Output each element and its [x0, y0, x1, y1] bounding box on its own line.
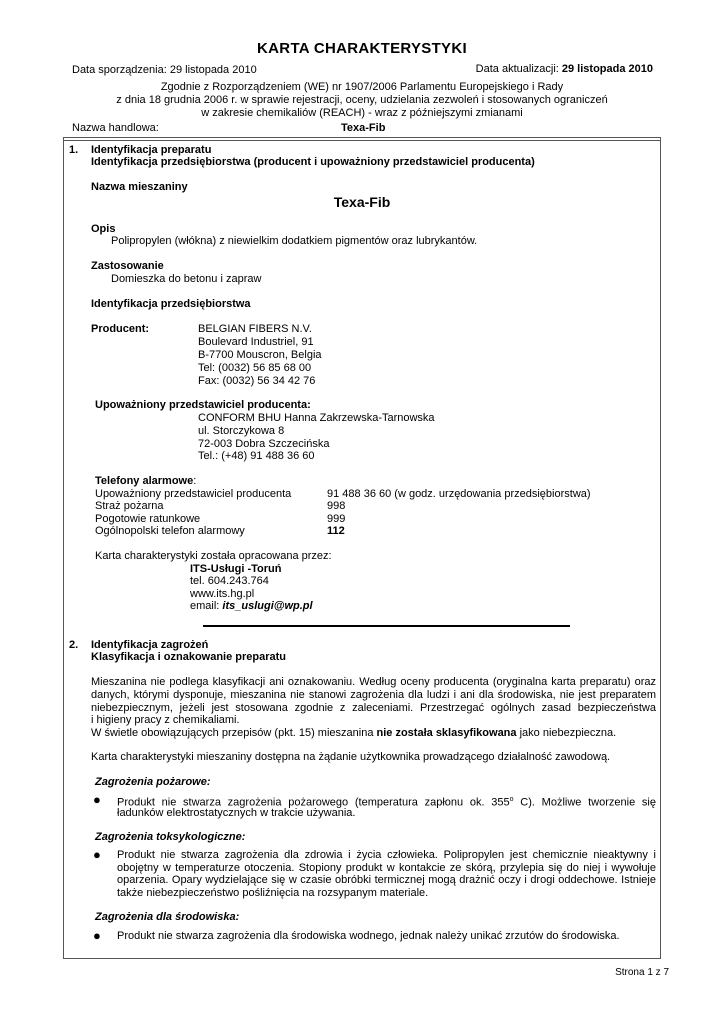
producer-line: Tel: (0032) 56 85 68 00 — [198, 362, 312, 374]
environmental-hazards-label: Zagrożenia dla środowiska: — [95, 911, 240, 923]
bullet-icon: ● — [93, 847, 101, 862]
alarm-phones-heading — [95, 475, 196, 488]
representative-line: 72-003 Dobra Szczecińska — [198, 438, 330, 450]
alarm-row-value: 91 488 36 60 (w godz. urzędowania przedsiębiorstwa) — [327, 488, 591, 500]
alarm-row-name: Ogólnopolski telefon alarmowy — [95, 525, 245, 537]
classification-statement-post: jako niebezpieczna. — [519, 727, 617, 739]
trade-name-value: Texa-Fib — [341, 122, 386, 134]
email-link[interactable]: its_uslugi@wp.pl — [222, 600, 313, 612]
regulation-line-2: z dnia 18 grudnia 2006 r. w sprawie rejestracji, oceny, udzielania zezwoleń i stosowanych ograniczeń — [116, 94, 608, 106]
classification-line: Mieszanina nie podlega klasyfikacji ani oznakowaniu. Według oceny producenta (oryginalna karta preparatu) oraz — [91, 676, 656, 688]
fire-hazards-label: Zagrożenia pożarowe: — [95, 776, 211, 788]
prepared-by-tel: tel. 604.243.764 — [190, 575, 269, 587]
fire-hazard-text-post: C). Możliwe tworzenie się — [520, 796, 656, 809]
section1-heading: Identyfikacja preparatu — [91, 144, 212, 156]
section2-number: 2. — [69, 639, 79, 651]
environmental-line: Produkt nie stwarza zagrożenia dla środowiska wodnego, jednak należy unikać zrzutów do środowiska. — [117, 930, 620, 942]
update-date-value: 29 listopada 2010 — [561, 63, 653, 75]
classification-statement-pre: W świetle obowiązujących przepisów (pkt. 15) mieszanina — [91, 727, 374, 739]
description-label: Opis — [91, 223, 116, 235]
description-text: Polipropylen (włókna) z niewielkim dodatkiem pigmentów oraz lubrykantów. — [111, 235, 478, 247]
classification-line: niebezpiecznym, jeżeli jest stosowana zgodnie z zaleceniami. Przestrzegać ogólnych zasad bezpieczeństwa — [91, 702, 656, 714]
producer-line: B-7700 Mouscron, Belgia — [198, 349, 322, 361]
prepared-by-email-row — [190, 600, 313, 613]
representative-label: Upoważniony przedstawiciel producenta: — [95, 399, 311, 411]
fire-hazard-line: ładunków elektrostatycznych w trakcie używania. — [117, 807, 356, 819]
prepared-by-name: ITS-Usługi -Toruń — [190, 563, 282, 575]
update-date-label: Data aktualizacji: — [475, 63, 559, 75]
classification-statement — [91, 727, 616, 740]
bullet-icon: ● — [93, 928, 101, 943]
trade-name-label: Nazwa handlowa: — [72, 122, 159, 134]
classification-line: i higieny pracy z chemikaliami. — [91, 714, 240, 726]
prepared-by-website: www.its.hg.pl — [190, 588, 255, 600]
representative-line: Tel.: (+48) 91 488 36 60 — [198, 450, 315, 462]
mixture-name: Texa-Fib — [333, 194, 391, 210]
alarm-row-name: Straż pożarna — [95, 500, 164, 512]
section2-heading: Identyfikacja zagrożeń — [91, 639, 209, 651]
creation-date-value: 29 listopada 2010 — [169, 64, 257, 76]
representative-line: ul. Storczykowa 8 — [198, 425, 285, 437]
bullet-icon: ● — [93, 792, 101, 807]
producer-line: BELGIAN FIBERS N.V. — [198, 323, 312, 335]
degree-sup: o — [509, 796, 514, 803]
alarm-phones-colon: : — [193, 475, 197, 487]
alarm-row-name: Pogotowie ratunkowe — [95, 513, 201, 525]
mixture-name-label: Nazwa mieszaniny — [91, 181, 188, 193]
toxicological-line: oparzenia. Opary wydzielające się w czasie obróbki termicznej mogą drażnić oczy i drogi oddechowe. Istnieje — [117, 874, 656, 886]
fire-hazard-text-pre: Produkt nie stwarza zagrożenia pożarowego (temperatura zapłonu ok. 355 — [117, 796, 510, 809]
regulation-line-1: Zgodnie z Rozporządzeniem (WE) nr 1907/2006 Parlamentu Europejskiego i Rady — [160, 81, 564, 93]
toxicological-line: obojętny w temperaturze otoczenia. Stopiony produkt w kontakcie ze skórą, przylepia się do niej i wywołuje — [117, 862, 656, 874]
classification-line: danych, którymi dysponuje, mieszanina nie stanowi zagrożenia dla ludzi i ani dla środowiska, nie jest preparatem — [91, 689, 656, 701]
email-label: email: — [190, 600, 220, 612]
toxicological-hazards-label: Zagrożenia toksykologiczne: — [95, 831, 246, 843]
prepared-by-label: Karta charakterystyki została opracowana przez: — [95, 550, 332, 562]
regulation-line-3: w zakresie chemikaliów (REACH) - wraz z późniejszymi zmianami — [201, 107, 523, 119]
page-number: Strona 1 z 7 — [615, 967, 669, 978]
usage-text: Domieszka do betonu i zapraw — [111, 273, 262, 285]
usage-label: Zastosowanie — [91, 260, 164, 272]
toxicological-line: także niebezpieczeństwo pośliźnięcia na rozsypanym materiale. — [117, 887, 429, 899]
alarm-row-value: 112 — [327, 525, 345, 537]
producer-line: Fax: (0032) 56 34 42 76 — [198, 375, 316, 387]
toxicological-line: Produkt nie stwarza zagrożenia dla zdrowia i życia człowieka. Polipropylen jest chemicznie nieaktywny i — [117, 849, 656, 861]
availability-note: Karta charakterystyki mieszaniny dostępna na żądanie użytkownika prowadzącego działalność zawodową. — [91, 751, 611, 763]
alarm-phones-label: Telefony alarmowe — [95, 475, 194, 487]
section2-subheading: Klasyfikacja i oznakowanie preparatu — [91, 651, 287, 663]
separator-rule — [203, 625, 570, 627]
representative-line: CONFORM BHU Hanna Zakrzewska-Tarnowska — [198, 412, 435, 424]
classification-statement-bold: nie została sklasyfikowana — [376, 727, 517, 739]
creation-date — [72, 64, 257, 76]
frame-double-line — [63, 140, 661, 141]
producer-line: Boulevard Industriel, 91 — [198, 336, 314, 348]
alarm-row-value: 999 — [327, 513, 346, 525]
document-title: KARTA CHARAKTERYSTYKI — [257, 40, 467, 57]
creation-date-label: Data sporządzenia: — [72, 64, 167, 76]
company-identification-label: Identyfikacja przedsiębiorstwa — [91, 298, 251, 310]
alarm-row-name: Upoważniony przedstawiciel producenta — [95, 488, 292, 500]
alarm-row-value: 998 — [327, 500, 346, 512]
update-date — [476, 63, 653, 75]
section1-number: 1. — [69, 144, 79, 156]
producer-label: Producent: — [91, 323, 150, 335]
section1-subheading: Identyfikacja przedsiębiorstwa (producent i upoważniony przedstawiciel producenta) — [91, 156, 535, 168]
